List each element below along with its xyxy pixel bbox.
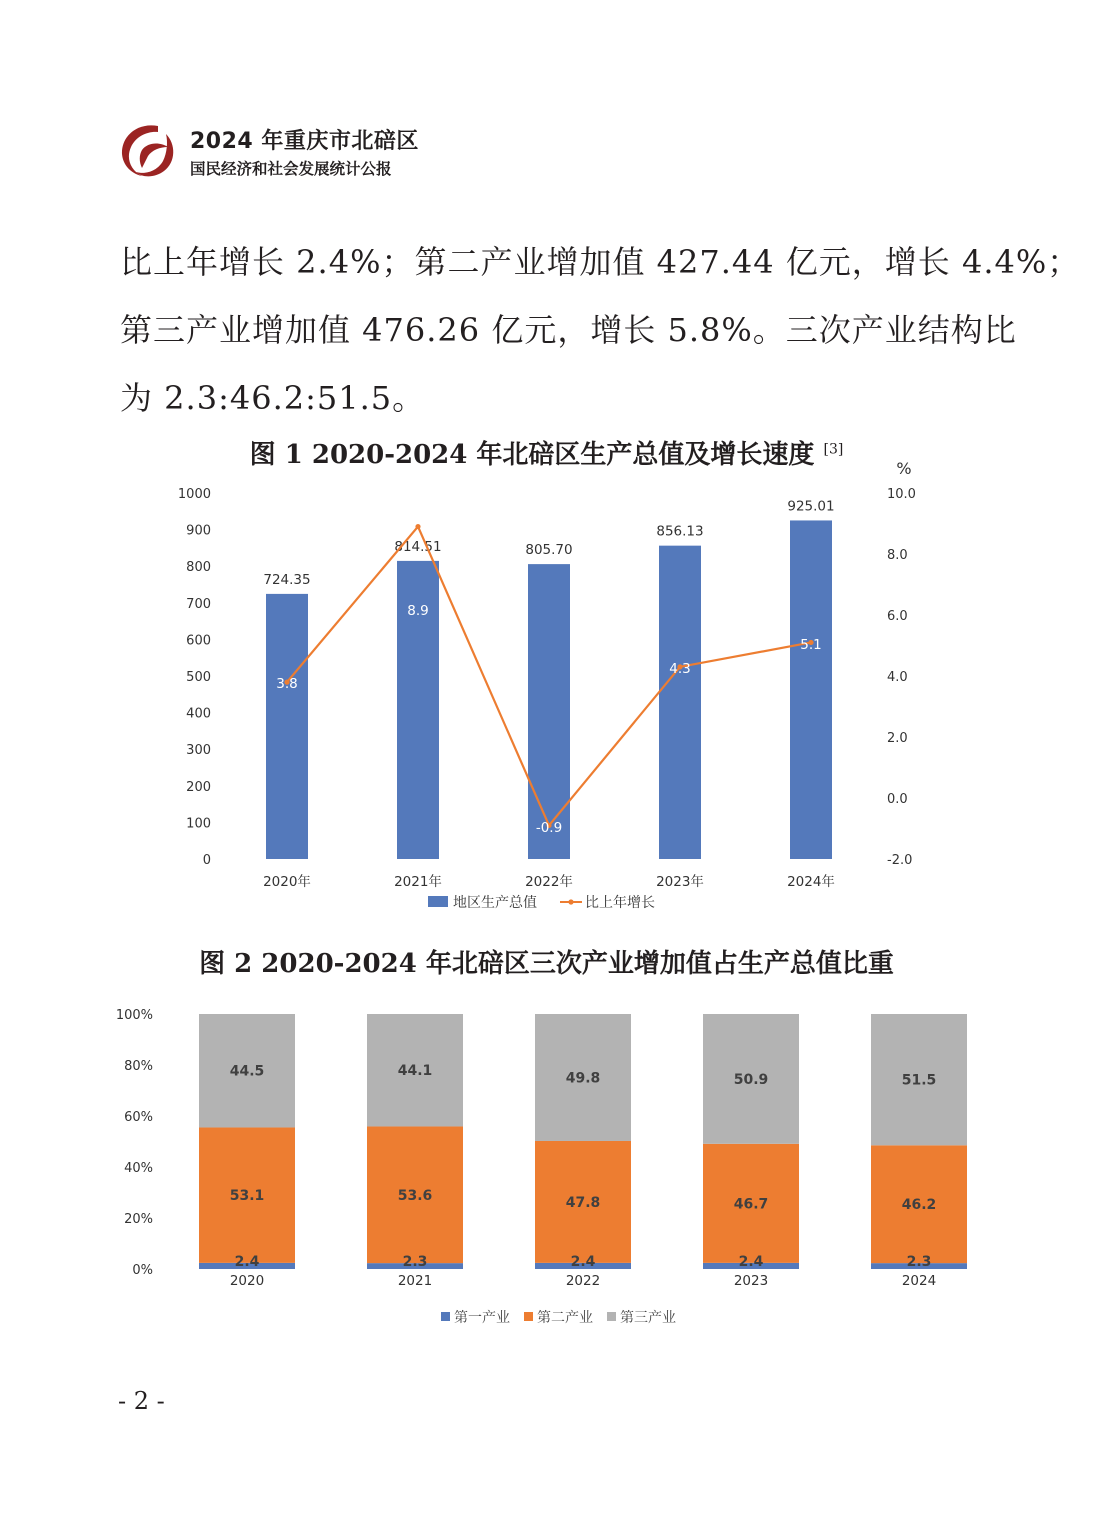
industry-structure-chart [0,995,1093,1340]
x-tick-label: 2022 [565,1273,601,1289]
x-tick-label: 2024年 [787,874,835,890]
y-right-tick-label: 4.0 [887,670,908,685]
y-right-axis-label: % [896,459,912,478]
segment-value-label: 2.3 [906,1254,932,1270]
y-left-tick-label: 800 [186,560,211,576]
legend-label-growth: 比上年增长 [585,895,655,911]
gdp-bar [266,594,308,859]
y-right-tick-label: 2.0 [887,731,908,746]
segment-value-label: 50.9 [733,1071,769,1088]
y-tick-label: 100% [115,1008,153,1023]
x-tick-label: 2020 [229,1273,265,1289]
y-right-tick-label: 10.0 [887,487,916,502]
segment-value-label: 46.7 [733,1196,769,1213]
figure1-title-text: 图 1 2020-2024 年北碚区生产总值及增长速度 [249,440,815,470]
segment-value-label: 53.6 [397,1187,433,1204]
y-left-tick-label: 1000 [177,487,211,502]
segment-value-label: 2.4 [234,1254,260,1270]
y-left-tick-label: 400 [186,706,211,722]
y-tick-label: 80% [124,1059,153,1074]
gdp-growth-chart [0,455,1093,925]
gdp-bar [790,520,832,859]
x-tick-label: 2024 [901,1273,937,1289]
legend-label: 第三产业 [620,1310,676,1326]
page-number: - 2 - [118,1387,165,1415]
gdp-bar-value-label: 856.13 [656,523,704,540]
gdp-bar-value-label: 724.35 [263,571,311,588]
body-paragraph [120,228,1081,432]
segment-value-label: 46.2 [901,1197,937,1214]
y-left-tick-label: 900 [186,523,211,539]
growth-value-label: 8.9 [407,603,429,619]
segment-value-label: 2.3 [402,1254,428,1270]
y-tick-label: 0% [132,1263,153,1278]
growth-value-label: 5.1 [800,637,822,653]
y-tick-label: 20% [124,1212,153,1227]
x-tick-label: 2021 [397,1273,433,1289]
header-subtitle: 国民经济和社会发展统计公报 [190,160,392,178]
y-right-tick-label: 6.0 [887,609,908,624]
x-tick-label: 2023 [733,1273,769,1289]
gdp-bar-value-label: 925.01 [787,498,835,515]
y-right-tick-label: 8.0 [887,548,908,563]
y-left-tick-label: 100 [186,816,211,832]
y-left-tick-label: 700 [186,596,211,612]
legend-marker-growth [568,899,573,904]
y-right-tick-label: 0.0 [887,792,908,807]
gdp-bar [659,546,701,859]
y-tick-label: 40% [124,1161,153,1176]
growth-value-label: 3.8 [276,676,298,692]
x-tick-label: 2023年 [656,874,704,890]
segment-value-label: 44.5 [229,1063,265,1080]
x-tick-label: 2020年 [263,874,311,890]
paragraph-line: 第三产业增加值 476.26 亿元，增长 5.8%。三次产业结构比 [120,311,1017,349]
legend-swatch [524,1312,533,1321]
legend-label: 第一产业 [454,1310,510,1326]
figure2-title-text: 图 2 2020-2024 年北碚区三次产业增加值占生产总值比重 [199,949,894,979]
header-title: 2024 年重庆市北碚区 [190,129,419,154]
y-left-tick-label: 200 [186,779,211,795]
segment-value-label: 2.4 [570,1254,596,1270]
y-right-tick-label: -2.0 [887,853,913,868]
paragraph-line: 为 2.3:46.2:51.5。 [120,379,426,417]
gdp-bar [528,564,570,859]
x-tick-label: 2021年 [394,874,442,890]
report-header [118,120,518,180]
paragraph-line: 比上年增长 2.4%；第二产业增加值 427.44 亿元，增长 4.4%； [120,243,1081,281]
segment-value-label: 53.1 [229,1188,265,1205]
gdp-bar-value-label: 814.51 [394,538,442,555]
segment-value-label: 44.1 [397,1063,433,1080]
x-tick-label: 2022年 [525,874,573,890]
gdp-bar-value-label: 805.70 [525,542,573,559]
legend-label-gdp: 地区生产总值 [453,895,537,911]
statistics-logo-icon [118,120,182,182]
segment-value-label: 49.8 [565,1070,601,1087]
figure1-footnote: [3] [823,441,844,458]
growth-value-label: 4.3 [669,661,691,677]
y-left-tick-label: 0 [202,853,211,868]
figure2-title [0,943,1093,980]
segment-value-label: 47.8 [565,1194,601,1211]
legend-swatch [607,1312,616,1321]
segment-value-label: 2.4 [738,1254,764,1270]
y-left-tick-label: 500 [186,670,211,685]
y-left-tick-label: 300 [186,743,211,759]
growth-point [415,524,420,529]
legend-swatch-gdp [428,896,448,907]
y-left-tick-label: 600 [186,633,211,649]
growth-value-label: -0.9 [535,820,563,836]
y-tick-label: 60% [124,1110,153,1125]
legend-swatch [441,1312,450,1321]
segment-value-label: 51.5 [901,1072,937,1089]
legend-label: 第二产业 [537,1310,593,1326]
